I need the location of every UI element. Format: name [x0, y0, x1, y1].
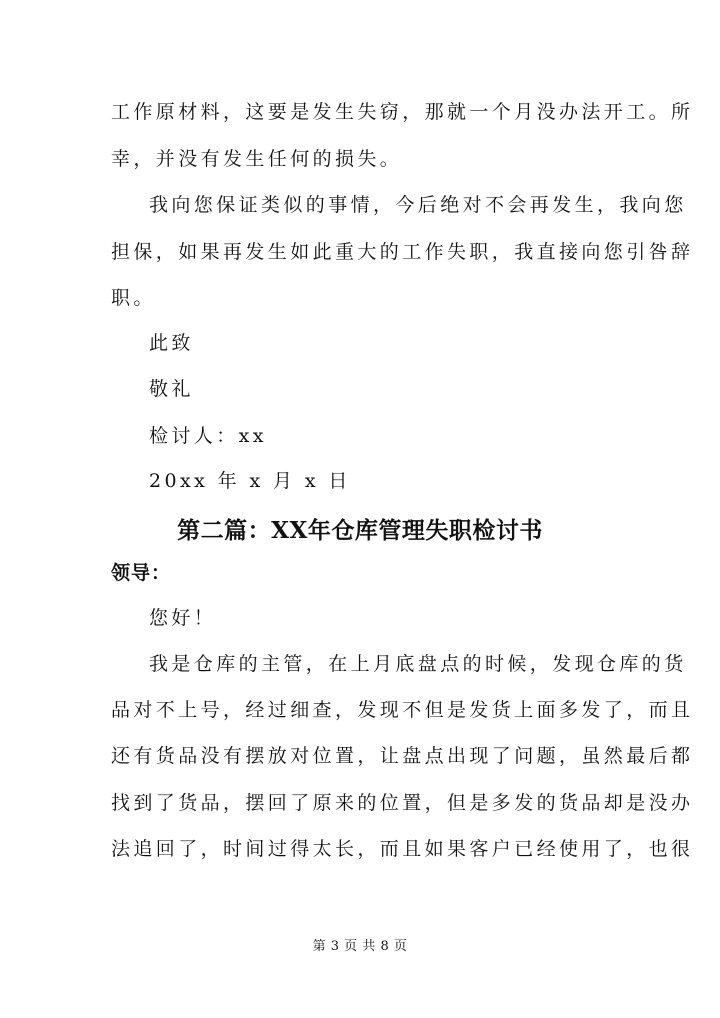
signer-line: 检讨人：xx — [149, 425, 267, 447]
paragraph-line: 担保，如果再发生如此重大的工作失职，我直接向您引咎辞 — [111, 241, 694, 263]
section-title: 第二篇：XX年仓库管理失职检讨书 — [177, 517, 543, 544]
date-line: 20xx 年 x 月 x 日 — [149, 470, 351, 492]
paragraph-line: 法追回了，时间过得太长，而且如果客户已经使用了，也很 — [111, 838, 694, 860]
recipient-line: 领导： — [111, 562, 172, 584]
closing-respect: 敬礼 — [149, 378, 194, 400]
paragraph-line: 还有货品没有摆放对位置，让盘点出现了问题，虽然最后都 — [111, 745, 694, 767]
page-footer: 第 3 页 共 8 页 — [312, 939, 408, 954]
paragraph-line: 幸，并没有发生任何的损失。 — [111, 148, 403, 170]
paragraph-line: 我是仓库的主管，在上月底盘点的时候，发现仓库的货 — [149, 653, 687, 675]
paragraph-line: 职。 — [111, 287, 156, 309]
paragraph-line: 找到了货品，摆回了原来的位置，但是多发的货品却是没办 — [111, 792, 694, 814]
closing-salute: 此致 — [149, 332, 194, 354]
greeting-line: 您好！ — [149, 607, 217, 629]
paragraph-line: 我向您保证类似的事情，今后绝对不会再发生，我向您 — [149, 194, 687, 216]
paragraph-line: 品对不上号，经过细查，发现不但是发货上面多发了，而且 — [111, 699, 694, 721]
paragraph-line: 工作原材料，这要是发生失窃，那就一个月没办法开工。所 — [111, 101, 694, 123]
